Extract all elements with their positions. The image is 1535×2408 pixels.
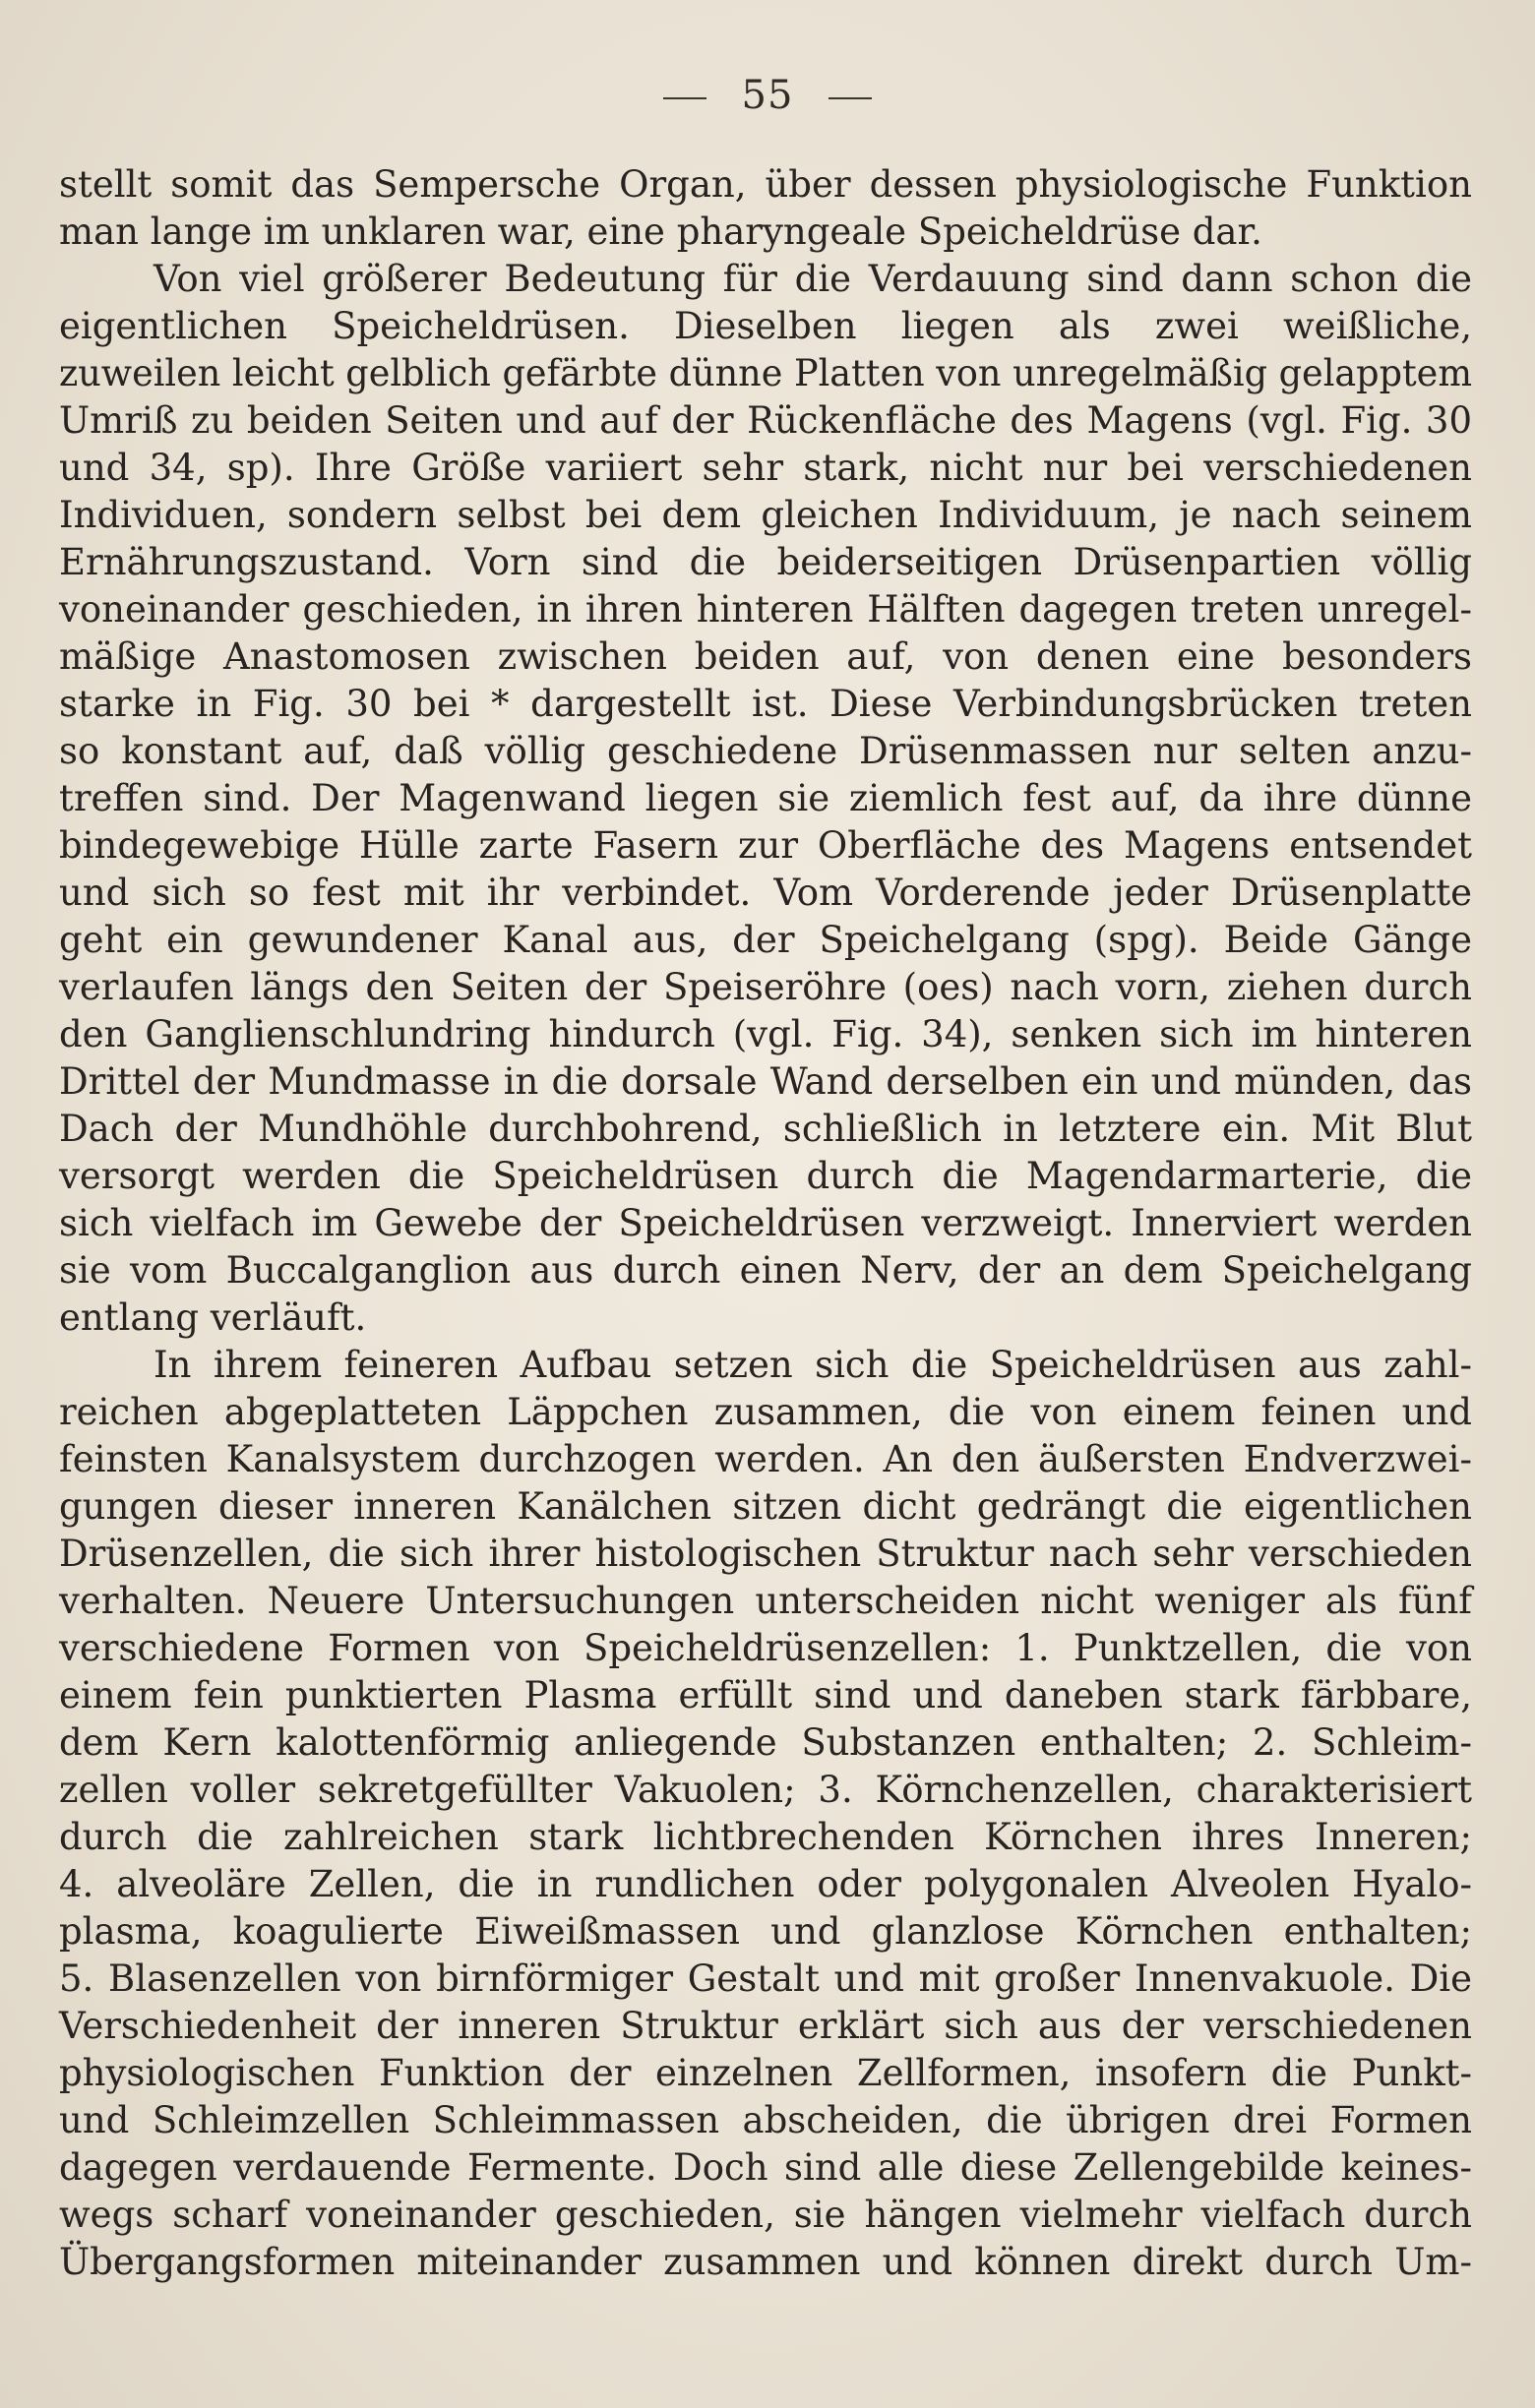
text-line: treffen sind. Der Magenwand liegen sie ziemlich fest auf, da ihre dünne — [59, 777, 1472, 819]
text-line: man lange im unklaren war, eine pharyngeale Speicheldrüse dar. — [59, 211, 1262, 253]
text-line: verhalten. Neuere Untersuchungen unterscheiden nicht weniger als fünf — [59, 1580, 1472, 1622]
text-line: 5. Blasenzellen von birnförmiger Gestalt und mit großer Innenvakuole. Die — [59, 1957, 1472, 2000]
text-line: Ernährungszustand. Vorn sind die beiderseitigen Drüsenpartien völlig — [59, 541, 1472, 583]
text-line: Dach der Mundhöhle durchbohrend, schließlich in letztere ein. Mit Blut — [59, 1108, 1472, 1150]
text-line: und Schleimzellen Schleimmassen abscheiden, die übrigen drei Formen — [59, 2099, 1472, 2141]
header-dash-right — [829, 97, 872, 99]
text-line: dagegen verdauende Fermente. Doch sind alle diese Zellengebilde keines- — [59, 2146, 1472, 2189]
text-line: versorgt werden die Speicheldrüsen durch die Magendarmarterie, die — [59, 1155, 1472, 1197]
text-line: Umriß zu beiden Seiten und auf der Rückenfläche des Magens (vgl. Fig. 30 — [59, 399, 1472, 442]
text-line: Drittel der Mundmasse in die dorsale Wand derselben ein und münden, das — [59, 1060, 1472, 1103]
body-text — [59, 161, 1472, 2286]
text-line: physiologischen Funktion der einzelnen Zellformen, insofern die Punkt- — [59, 2052, 1472, 2094]
text-line: zellen voller sekretgefüllter Vakuolen; 3. Körnchenzellen, charakterisiert — [59, 1769, 1472, 1811]
header-dash-left — [663, 97, 706, 99]
text-line: reichen abgeplatteten Läppchen zusammen, die von einem feinen und — [59, 1391, 1472, 1433]
text-line: durch die zahlreichen stark lichtbrechenden Körnchen ihres Inneren; — [59, 1816, 1472, 1858]
text-line: den Ganglienschlundring hindurch (vgl. Fig. 34), senken sich im hinteren — [59, 1013, 1472, 1055]
text-line: mäßige Anastomosen zwischen beiden auf, von denen eine besonders — [59, 635, 1472, 678]
text-line: und 34, sp). Ihre Größe variiert sehr stark, nicht nur bei verschiedenen — [59, 447, 1472, 489]
text-line: eigentlichen Speicheldrüsen. Dieselben liegen als zwei weißliche, — [59, 305, 1472, 347]
text-line: Übergangsformen miteinander zusammen und können direkt durch Um- — [59, 2241, 1472, 2283]
text-line: Individuen, sondern selbst bei dem gleichen Individuum, je nach seinem — [59, 494, 1472, 536]
text-line: voneinander geschieden, in ihren hinteren Hälften dagegen treten unregel- — [59, 588, 1472, 631]
text-line: sich vielfach im Gewebe der Speicheldrüsen verzweigt. Innerviert werden — [59, 1202, 1472, 1244]
text-line: und sich so fest mit ihr verbindet. Vom Vorderende jeder Drüsenplatte — [59, 872, 1472, 914]
text-line: Drüsenzellen, die sich ihrer histologischen Struktur nach sehr verschieden — [59, 1533, 1472, 1575]
text-line: plasma, koagulierte Eiweißmassen und glanzlose Körnchen enthalten; — [59, 1910, 1472, 1953]
text-line: geht ein gewundener Kanal aus, der Speichelgang (spg). Beide Gänge — [59, 919, 1472, 961]
text-line: zuweilen leicht gelblich gefärbte dünne Platten von unregelmäßig gelapptem — [59, 352, 1472, 394]
text-line: wegs scharf voneinander geschieden, sie hängen vielmehr vielfach durch — [59, 2194, 1472, 2236]
text-line: einem fein punktierten Plasma erfüllt sind und daneben stark färbbare, — [59, 1674, 1472, 1716]
text-line: stellt somit das Sempersche Organ, über dessen physiologische Funktion — [59, 163, 1472, 206]
text-line: so konstant auf, daß völlig geschiedene Drüsenmassen nur selten anzu- — [59, 730, 1472, 772]
page-header — [0, 73, 1535, 118]
text-line: feinsten Kanalsystem durchzogen werden. An den äußersten Endverzwei- — [59, 1438, 1472, 1480]
text-line: entlang verläuft. — [59, 1296, 367, 1339]
text-line: In ihrem feineren Aufbau setzen sich die Speicheldrüsen aus zahl- — [154, 1344, 1472, 1386]
text-line: bindegewebige Hülle zarte Fasern zur Oberfläche des Magens entsendet — [59, 824, 1472, 867]
text-line: verlaufen längs den Seiten der Speiseröhre (oes) nach vorn, ziehen durch — [59, 966, 1472, 1008]
text-line: starke in Fig. 30 bei * dargestellt ist. Diese Verbindungsbrücken treten — [59, 683, 1472, 725]
text-line: verschiedene Formen von Speicheldrüsenzellen: 1. Punktzellen, die von — [59, 1627, 1472, 1669]
page-number: 55 — [741, 73, 794, 118]
text-line: 4. alveoläre Zellen, die in rundlichen oder polygonalen Alveolen Hyalo- — [59, 1863, 1472, 1905]
text-line: gungen dieser inneren Kanälchen sitzen dicht gedrängt die eigentlichen — [59, 1485, 1472, 1528]
text-line: dem Kern kalottenförmig anliegende Substanzen enthalten; 2. Schleim- — [59, 1721, 1472, 1764]
text-line: Von viel größerer Bedeutung für die Verdauung sind dann schon die — [154, 258, 1472, 300]
text-line: sie vom Buccalganglion aus durch einen Nerv, der an dem Speichelgang — [59, 1249, 1472, 1292]
text-line: Verschiedenheit der inneren Struktur erklärt sich aus der verschiedenen — [59, 2005, 1472, 2047]
